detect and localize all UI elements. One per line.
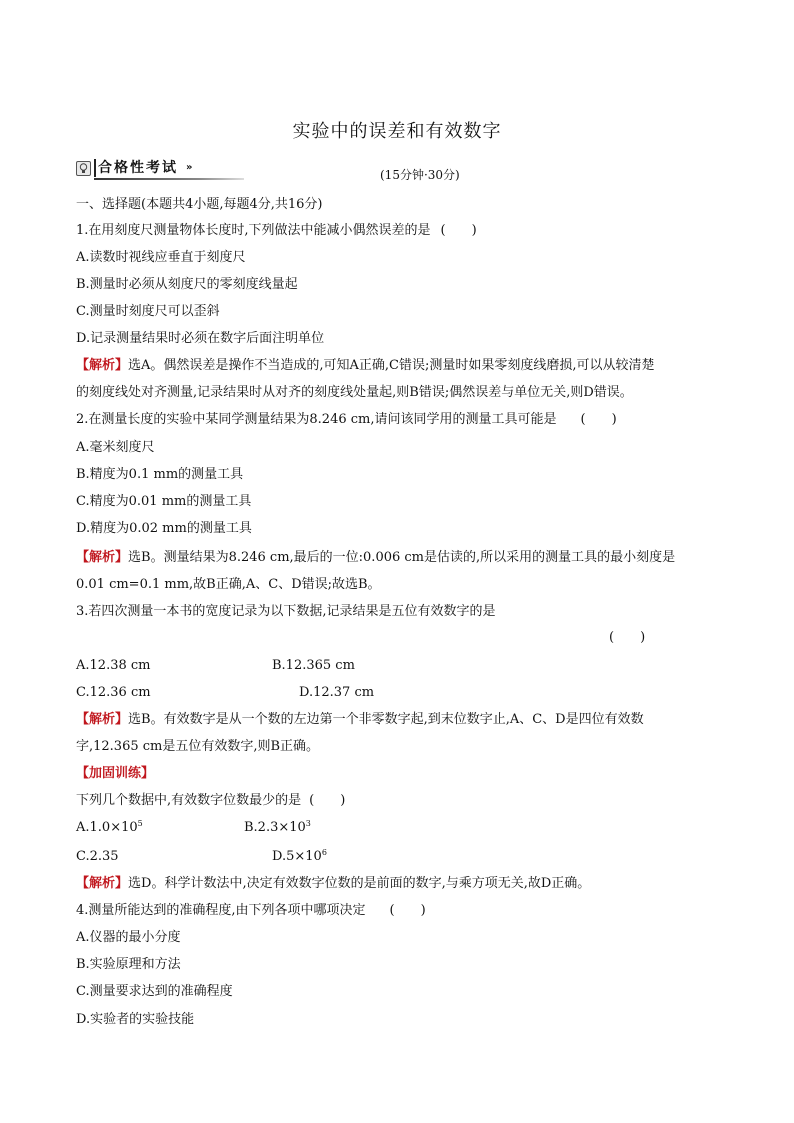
analysis: 【解析】选B。测量结果为8.246 cm,最后的一位:0.006 cm是估读的,所以采用的测量工具的最小刻度是 [76, 550, 676, 565]
page-title: 实验中的误差和有效数字 [292, 121, 502, 142]
question-3-stem: 3.若四次测量一本书的宽度记录为以下数据,记录结果是五位有效数字的是 [76, 604, 496, 619]
option: C.测量时刻度尺可以歪斜 [76, 304, 220, 319]
answer-paren: ( ) [389, 903, 426, 918]
answer-paren: ( ) [580, 412, 617, 427]
option: A.仪器的最小分度 [76, 930, 181, 945]
option: $D.5\times 10^6$ [272, 848, 327, 864]
time-note: (15分钟·30分) [380, 168, 460, 182]
analysis-tag: 【解析】 [76, 712, 129, 727]
analysis: 【解析】选B。有效数字是从一个数的左边第一个非零数字起,到末位数字止,A、C、D是四位有效数 [76, 712, 644, 727]
analysis-continued: 字,12.365 cm是五位有效数字,则B正确。 [76, 739, 320, 754]
lightbulb-icon [76, 161, 91, 176]
option: A.读数时视线应垂直于刻度尺 [76, 250, 246, 265]
option: D.记录测量结果时必须在数字后面注明单位 [76, 331, 325, 346]
analysis-tag: 【解析】 [76, 358, 129, 373]
option: B.实验原理和方法 [76, 957, 181, 972]
analysis: 【解析】选D。科学计数法中,决定有效数字位数的是前面的数字,与乘方项无关,故D正确。 [76, 876, 591, 891]
practice-heading: 【加固训练】 [76, 766, 155, 781]
option: B.测量时必须从刻度尺的零刻度线量起 [76, 277, 298, 292]
option: $B.2.3\times 10^3$ [244, 819, 311, 835]
answer-paren: ( ) [309, 793, 346, 808]
section-header [76, 159, 246, 179]
option: C.2.35 [76, 849, 119, 864]
answer-paren: ( ) [440, 223, 477, 238]
question-1-stem: 1.在用刻度尺测量物体长度时,下列做法中能减小偶然误差的是 ( ) [76, 223, 477, 238]
option: B.精度为0.1 mm的测量工具 [76, 467, 244, 482]
option: $A.1.0\times 10^5$ [76, 819, 143, 835]
option: B.12.365 cm [272, 658, 355, 673]
section-intro: 一、选择题(本题共4小题,每题4分,共16分) [76, 197, 323, 212]
option: C.精度为0.01 mm的测量工具 [76, 494, 252, 509]
option: A.毫米刻度尺 [76, 440, 155, 455]
analysis-tag: 【解析】 [76, 550, 129, 565]
analysis-continued: 0.01 cm=0.1 mm,故B正确,A、C、D错误;故选B。 [76, 577, 381, 592]
analysis-continued: 的刻度线处对齐测量,记录结果时从对齐的刻度线处量起,则B错误;偶然误差与单位无关,则D错误。 [76, 385, 633, 400]
option: C.12.36 cm [76, 685, 151, 700]
double-chevron-icon: » [186, 162, 193, 173]
option: C.测量要求达到的准确程度 [76, 984, 233, 999]
section-label: 合格性考试 [94, 159, 178, 177]
section-underline [94, 178, 244, 180]
analysis: 【解析】选A。偶然误差是操作不当造成的,可知A正确,C错误;测量时如果零刻度线磨损,可以从较清楚 [76, 358, 655, 373]
answer-paren: ( ) [609, 630, 646, 645]
option: A.12.38 cm [76, 658, 151, 673]
question-2-stem: 2.在测量长度的实验中某同学测量结果为8.246 cm,请问该同学用的测量工具可能是 ( ) [76, 412, 617, 427]
question-4-stem: 4.测量所能达到的准确程度,由下列各项中哪项决定 ( ) [76, 903, 426, 918]
option: D.12.37 cm [299, 685, 375, 700]
practice-stem: 下列几个数据中,有效数字位数最少的是 ( ) [76, 793, 346, 808]
option: D.精度为0.02 mm的测量工具 [76, 521, 252, 536]
option: D.实验者的实验技能 [76, 1012, 195, 1027]
analysis-tag: 【解析】 [76, 876, 129, 891]
